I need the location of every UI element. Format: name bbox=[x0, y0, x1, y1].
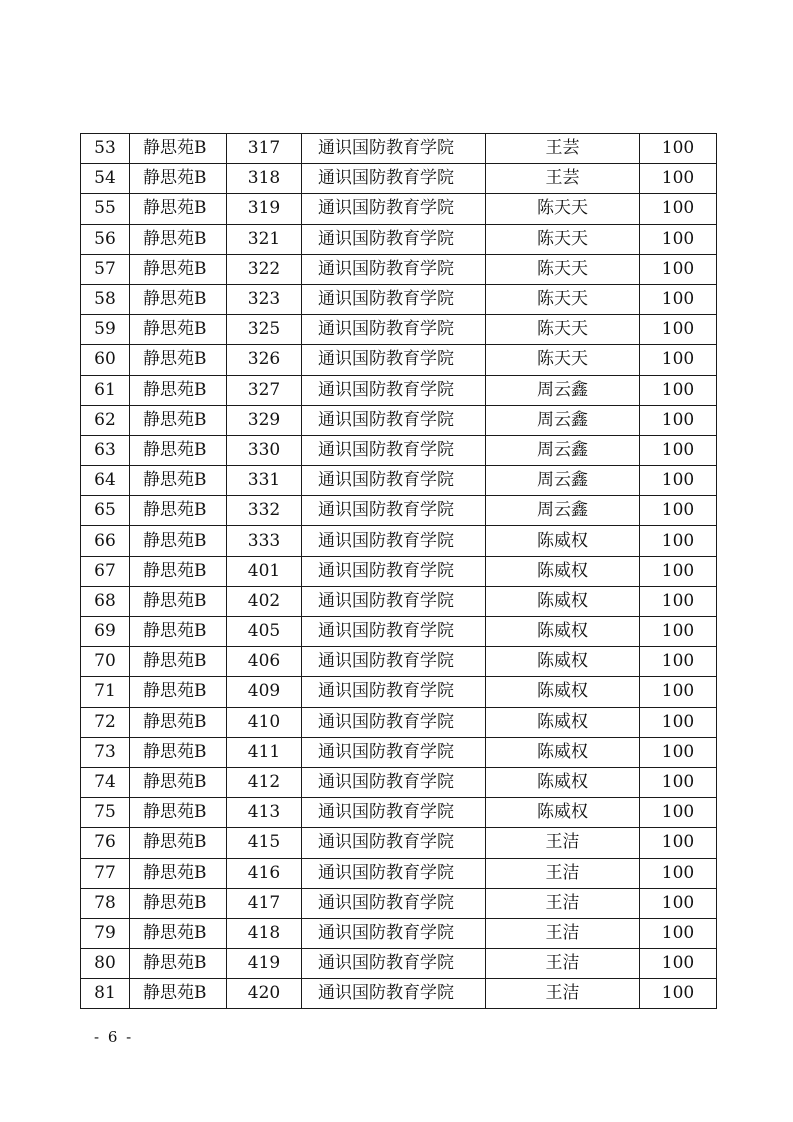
cell-index: 78 bbox=[81, 888, 130, 918]
table-row bbox=[81, 164, 717, 194]
cell-person: 陈威权 bbox=[486, 586, 640, 616]
cell-score: 100 bbox=[640, 586, 717, 616]
cell-person: 陈天天 bbox=[486, 284, 640, 314]
cell-index: 77 bbox=[81, 858, 130, 888]
cell-person: 陈天天 bbox=[486, 254, 640, 284]
cell-building: 静思苑B bbox=[130, 315, 227, 345]
cell-college: 通识国防教育学院 bbox=[302, 798, 486, 828]
cell-room: 402 bbox=[227, 586, 302, 616]
table-body bbox=[81, 134, 717, 1009]
cell-college: 通识国防教育学院 bbox=[302, 375, 486, 405]
cell-room: 321 bbox=[227, 224, 302, 254]
cell-index: 75 bbox=[81, 798, 130, 828]
cell-index: 58 bbox=[81, 284, 130, 314]
table-row bbox=[81, 526, 717, 556]
cell-person: 陈威权 bbox=[486, 647, 640, 677]
cell-room: 415 bbox=[227, 828, 302, 858]
cell-person: 王芸 bbox=[486, 164, 640, 194]
table-row bbox=[81, 224, 717, 254]
cell-index: 60 bbox=[81, 345, 130, 375]
cell-college: 通识国防教育学院 bbox=[302, 888, 486, 918]
cell-score: 100 bbox=[640, 858, 717, 888]
cell-college: 通识国防教育学院 bbox=[302, 828, 486, 858]
table-row bbox=[81, 435, 717, 465]
cell-room: 409 bbox=[227, 677, 302, 707]
cell-score: 100 bbox=[640, 979, 717, 1009]
page-number: - 6 - bbox=[94, 1028, 134, 1046]
table-row bbox=[81, 134, 717, 164]
cell-person: 陈天天 bbox=[486, 315, 640, 345]
table-row bbox=[81, 586, 717, 616]
cell-score: 100 bbox=[640, 828, 717, 858]
cell-college: 通识国防教育学院 bbox=[302, 254, 486, 284]
cell-index: 59 bbox=[81, 315, 130, 345]
cell-index: 55 bbox=[81, 194, 130, 224]
cell-room: 401 bbox=[227, 556, 302, 586]
cell-building: 静思苑B bbox=[130, 345, 227, 375]
dormitory-score-table bbox=[80, 133, 717, 1009]
table-row bbox=[81, 918, 717, 948]
cell-room: 416 bbox=[227, 858, 302, 888]
cell-building: 静思苑B bbox=[130, 435, 227, 465]
cell-room: 333 bbox=[227, 526, 302, 556]
cell-score: 100 bbox=[640, 647, 717, 677]
cell-index: 81 bbox=[81, 979, 130, 1009]
cell-college: 通识国防教育学院 bbox=[302, 164, 486, 194]
cell-score: 100 bbox=[640, 224, 717, 254]
table-row bbox=[81, 798, 717, 828]
cell-building: 静思苑B bbox=[130, 405, 227, 435]
table-row bbox=[81, 647, 717, 677]
table-row bbox=[81, 284, 717, 314]
cell-index: 70 bbox=[81, 647, 130, 677]
cell-college: 通识国防教育学院 bbox=[302, 435, 486, 465]
cell-room: 419 bbox=[227, 949, 302, 979]
cell-person: 陈天天 bbox=[486, 345, 640, 375]
cell-building: 静思苑B bbox=[130, 858, 227, 888]
cell-room: 413 bbox=[227, 798, 302, 828]
cell-person: 王洁 bbox=[486, 828, 640, 858]
table-row bbox=[81, 345, 717, 375]
cell-building: 静思苑B bbox=[130, 647, 227, 677]
cell-score: 100 bbox=[640, 134, 717, 164]
cell-room: 420 bbox=[227, 979, 302, 1009]
cell-index: 68 bbox=[81, 586, 130, 616]
cell-score: 100 bbox=[640, 888, 717, 918]
table-row bbox=[81, 315, 717, 345]
cell-building: 静思苑B bbox=[130, 979, 227, 1009]
cell-college: 通识国防教育学院 bbox=[302, 918, 486, 948]
cell-building: 静思苑B bbox=[130, 466, 227, 496]
cell-person: 陈威权 bbox=[486, 707, 640, 737]
cell-score: 100 bbox=[640, 345, 717, 375]
cell-index: 53 bbox=[81, 134, 130, 164]
cell-college: 通识国防教育学院 bbox=[302, 134, 486, 164]
table-row bbox=[81, 556, 717, 586]
cell-score: 100 bbox=[640, 949, 717, 979]
cell-index: 69 bbox=[81, 617, 130, 647]
cell-building: 静思苑B bbox=[130, 677, 227, 707]
cell-index: 72 bbox=[81, 707, 130, 737]
cell-score: 100 bbox=[640, 707, 717, 737]
table-row bbox=[81, 888, 717, 918]
cell-room: 318 bbox=[227, 164, 302, 194]
cell-score: 100 bbox=[640, 284, 717, 314]
cell-room: 418 bbox=[227, 918, 302, 948]
cell-college: 通识国防教育学院 bbox=[302, 949, 486, 979]
cell-college: 通识国防教育学院 bbox=[302, 496, 486, 526]
cell-index: 54 bbox=[81, 164, 130, 194]
cell-score: 100 bbox=[640, 918, 717, 948]
table-row bbox=[81, 466, 717, 496]
cell-person: 周云鑫 bbox=[486, 375, 640, 405]
cell-index: 62 bbox=[81, 405, 130, 435]
cell-building: 静思苑B bbox=[130, 556, 227, 586]
table-row bbox=[81, 617, 717, 647]
cell-college: 通识国防教育学院 bbox=[302, 315, 486, 345]
cell-person: 周云鑫 bbox=[486, 435, 640, 465]
cell-person: 陈威权 bbox=[486, 767, 640, 797]
cell-index: 57 bbox=[81, 254, 130, 284]
cell-person: 王洁 bbox=[486, 858, 640, 888]
cell-index: 67 bbox=[81, 556, 130, 586]
cell-college: 通识国防教育学院 bbox=[302, 617, 486, 647]
cell-person: 陈威权 bbox=[486, 677, 640, 707]
cell-room: 329 bbox=[227, 405, 302, 435]
cell-person: 陈天天 bbox=[486, 194, 640, 224]
cell-building: 静思苑B bbox=[130, 284, 227, 314]
cell-college: 通识国防教育学院 bbox=[302, 466, 486, 496]
cell-room: 332 bbox=[227, 496, 302, 526]
cell-room: 317 bbox=[227, 134, 302, 164]
cell-building: 静思苑B bbox=[130, 949, 227, 979]
cell-building: 静思苑B bbox=[130, 737, 227, 767]
cell-room: 319 bbox=[227, 194, 302, 224]
cell-building: 静思苑B bbox=[130, 888, 227, 918]
cell-score: 100 bbox=[640, 556, 717, 586]
cell-score: 100 bbox=[640, 737, 717, 767]
table-row bbox=[81, 828, 717, 858]
cell-score: 100 bbox=[640, 526, 717, 556]
cell-building: 静思苑B bbox=[130, 254, 227, 284]
cell-building: 静思苑B bbox=[130, 707, 227, 737]
cell-score: 100 bbox=[640, 798, 717, 828]
cell-college: 通识国防教育学院 bbox=[302, 737, 486, 767]
cell-college: 通识国防教育学院 bbox=[302, 526, 486, 556]
cell-room: 327 bbox=[227, 375, 302, 405]
cell-index: 64 bbox=[81, 466, 130, 496]
cell-person: 陈威权 bbox=[486, 556, 640, 586]
cell-score: 100 bbox=[640, 677, 717, 707]
cell-score: 100 bbox=[640, 617, 717, 647]
cell-person: 陈威权 bbox=[486, 617, 640, 647]
cell-score: 100 bbox=[640, 496, 717, 526]
table-row bbox=[81, 254, 717, 284]
cell-index: 66 bbox=[81, 526, 130, 556]
cell-college: 通识国防教育学院 bbox=[302, 224, 486, 254]
cell-index: 74 bbox=[81, 767, 130, 797]
cell-score: 100 bbox=[640, 375, 717, 405]
cell-index: 80 bbox=[81, 949, 130, 979]
table-row bbox=[81, 405, 717, 435]
cell-building: 静思苑B bbox=[130, 526, 227, 556]
cell-building: 静思苑B bbox=[130, 496, 227, 526]
cell-person: 周云鑫 bbox=[486, 496, 640, 526]
table-row bbox=[81, 767, 717, 797]
cell-person: 王洁 bbox=[486, 949, 640, 979]
cell-room: 411 bbox=[227, 737, 302, 767]
cell-person: 王洁 bbox=[486, 888, 640, 918]
cell-college: 通识国防教育学院 bbox=[302, 858, 486, 888]
cell-score: 100 bbox=[640, 254, 717, 284]
table-row bbox=[81, 858, 717, 888]
cell-index: 76 bbox=[81, 828, 130, 858]
cell-building: 静思苑B bbox=[130, 828, 227, 858]
cell-person: 陈威权 bbox=[486, 526, 640, 556]
cell-building: 静思苑B bbox=[130, 375, 227, 405]
cell-score: 100 bbox=[640, 315, 717, 345]
cell-person: 陈威权 bbox=[486, 798, 640, 828]
cell-person: 王洁 bbox=[486, 979, 640, 1009]
cell-building: 静思苑B bbox=[130, 134, 227, 164]
cell-room: 322 bbox=[227, 254, 302, 284]
cell-score: 100 bbox=[640, 466, 717, 496]
cell-index: 79 bbox=[81, 918, 130, 948]
table-row bbox=[81, 375, 717, 405]
table-row bbox=[81, 707, 717, 737]
cell-room: 412 bbox=[227, 767, 302, 797]
cell-person: 王洁 bbox=[486, 918, 640, 948]
cell-room: 325 bbox=[227, 315, 302, 345]
cell-college: 通识国防教育学院 bbox=[302, 284, 486, 314]
cell-room: 326 bbox=[227, 345, 302, 375]
table-row bbox=[81, 979, 717, 1009]
cell-building: 静思苑B bbox=[130, 918, 227, 948]
cell-college: 通识国防教育学院 bbox=[302, 707, 486, 737]
cell-college: 通识国防教育学院 bbox=[302, 677, 486, 707]
cell-college: 通识国防教育学院 bbox=[302, 979, 486, 1009]
cell-building: 静思苑B bbox=[130, 767, 227, 797]
cell-person: 周云鑫 bbox=[486, 466, 640, 496]
cell-building: 静思苑B bbox=[130, 194, 227, 224]
cell-person: 陈天天 bbox=[486, 224, 640, 254]
cell-college: 通识国防教育学院 bbox=[302, 194, 486, 224]
cell-score: 100 bbox=[640, 405, 717, 435]
table-row bbox=[81, 496, 717, 526]
cell-score: 100 bbox=[640, 767, 717, 797]
cell-score: 100 bbox=[640, 194, 717, 224]
cell-building: 静思苑B bbox=[130, 164, 227, 194]
cell-college: 通识国防教育学院 bbox=[302, 647, 486, 677]
cell-room: 410 bbox=[227, 707, 302, 737]
cell-index: 65 bbox=[81, 496, 130, 526]
cell-college: 通识国防教育学院 bbox=[302, 405, 486, 435]
cell-index: 63 bbox=[81, 435, 130, 465]
cell-room: 405 bbox=[227, 617, 302, 647]
cell-score: 100 bbox=[640, 164, 717, 194]
cell-building: 静思苑B bbox=[130, 224, 227, 254]
cell-room: 331 bbox=[227, 466, 302, 496]
cell-building: 静思苑B bbox=[130, 586, 227, 616]
cell-room: 323 bbox=[227, 284, 302, 314]
cell-college: 通识国防教育学院 bbox=[302, 556, 486, 586]
cell-person: 王芸 bbox=[486, 134, 640, 164]
table-row bbox=[81, 737, 717, 767]
cell-building: 静思苑B bbox=[130, 617, 227, 647]
cell-building: 静思苑B bbox=[130, 798, 227, 828]
cell-room: 406 bbox=[227, 647, 302, 677]
cell-person: 陈威权 bbox=[486, 737, 640, 767]
cell-score: 100 bbox=[640, 435, 717, 465]
cell-index: 71 bbox=[81, 677, 130, 707]
cell-index: 56 bbox=[81, 224, 130, 254]
table-row bbox=[81, 194, 717, 224]
table-row bbox=[81, 677, 717, 707]
cell-room: 330 bbox=[227, 435, 302, 465]
cell-college: 通识国防教育学院 bbox=[302, 586, 486, 616]
cell-college: 通识国防教育学院 bbox=[302, 767, 486, 797]
cell-index: 61 bbox=[81, 375, 130, 405]
cell-person: 周云鑫 bbox=[486, 405, 640, 435]
table-row bbox=[81, 949, 717, 979]
cell-room: 417 bbox=[227, 888, 302, 918]
cell-index: 73 bbox=[81, 737, 130, 767]
cell-college: 通识国防教育学院 bbox=[302, 345, 486, 375]
